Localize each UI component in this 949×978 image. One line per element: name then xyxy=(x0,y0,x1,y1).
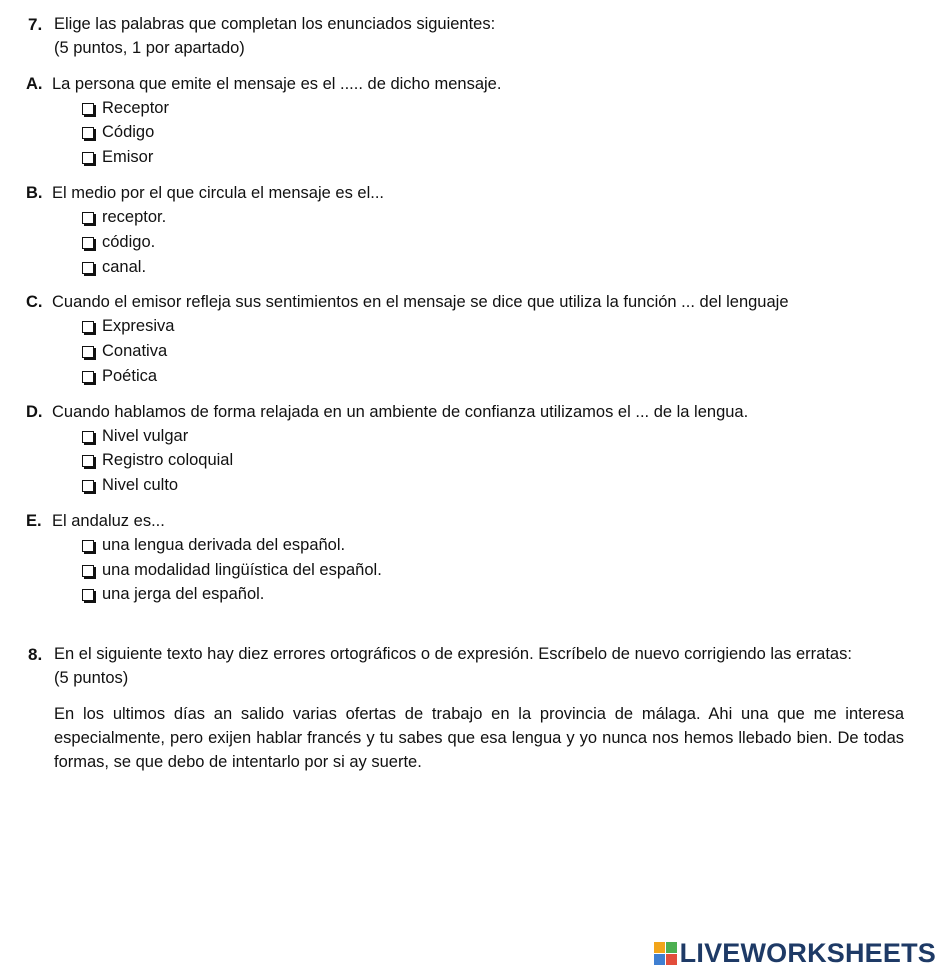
checkbox[interactable] xyxy=(82,152,94,164)
part-question: El andaluz es... xyxy=(52,512,165,530)
checkbox[interactable] xyxy=(82,589,94,601)
question-points: (5 puntos) xyxy=(54,669,129,687)
checkbox[interactable] xyxy=(82,262,94,274)
option-label: una lengua derivada del español. xyxy=(102,536,346,554)
logo-icon xyxy=(654,942,677,965)
option-label: Código xyxy=(102,123,155,141)
option-label: Conativa xyxy=(102,342,168,360)
checkbox[interactable] xyxy=(82,371,94,383)
checkbox[interactable] xyxy=(82,346,94,358)
part-question: La persona que emite el mensaje es el ..... de dicho mensaje. xyxy=(52,75,502,93)
part-label: A. xyxy=(26,75,43,93)
checkbox[interactable] xyxy=(82,431,94,443)
option-label: una modalidad lingüística del español. xyxy=(102,561,382,579)
liveworksheets-logo xyxy=(654,938,936,968)
option-label: Emisor xyxy=(102,148,154,166)
checkbox[interactable] xyxy=(82,455,94,467)
logo-text: LIVEWORKSHEETS xyxy=(679,937,936,968)
question-points: (5 puntos, 1 por apartado) xyxy=(54,39,245,57)
option-label: Nivel vulgar xyxy=(102,427,189,445)
option-label: canal. xyxy=(102,258,147,276)
part-label: D. xyxy=(26,403,43,421)
error-paragraph: En los ultimos días an salido varias ofertas de trabajo en la provincia de málaga. Ahi una que me interesa especialmente, pero exijen hablar francés y tu sabes que esa lengua y yo nunca nos hemos llebado bien. De todas formas, se que debo de intentarlo por si ay suerte. xyxy=(54,705,904,771)
part-label: C. xyxy=(26,293,43,311)
part-label: B. xyxy=(26,184,43,202)
checkbox[interactable] xyxy=(82,480,94,492)
question-number: 7. xyxy=(28,15,43,34)
checkbox[interactable] xyxy=(82,321,94,333)
option-label: una jerga del español. xyxy=(102,585,265,603)
checkbox[interactable] xyxy=(82,103,94,115)
option-label: Poética xyxy=(102,367,158,385)
option-label: receptor. xyxy=(102,208,167,226)
option-label: Expresiva xyxy=(102,317,175,335)
checkbox[interactable] xyxy=(82,237,94,249)
part-question: Cuando hablamos de forma relajada en un ambiente de confianza utilizamos el ... de la lengua. xyxy=(52,403,749,421)
question-number: 8. xyxy=(28,645,43,664)
part-label: E. xyxy=(26,512,42,530)
option-label: Registro coloquial xyxy=(102,451,234,469)
question-title: En el siguiente texto hay diez errores ortográficos o de expresión. Escríbelo de nuevo corrigiendo las erratas: xyxy=(54,645,852,663)
option-label: Nivel culto xyxy=(102,476,179,494)
question-title: Elige las palabras que completan los enunciados siguientes: xyxy=(54,15,496,33)
option-label: código. xyxy=(102,233,156,251)
part-question: El medio por el que circula el mensaje es el... xyxy=(52,184,384,202)
option-label: Receptor xyxy=(102,99,169,117)
part-question: Cuando el emisor refleja sus sentimientos en el mensaje se dice que utiliza la función ... del lenguaje xyxy=(52,293,789,311)
checkbox[interactable] xyxy=(82,212,94,224)
checkbox[interactable] xyxy=(82,565,94,577)
checkbox[interactable] xyxy=(82,127,94,139)
checkbox[interactable] xyxy=(82,540,94,552)
